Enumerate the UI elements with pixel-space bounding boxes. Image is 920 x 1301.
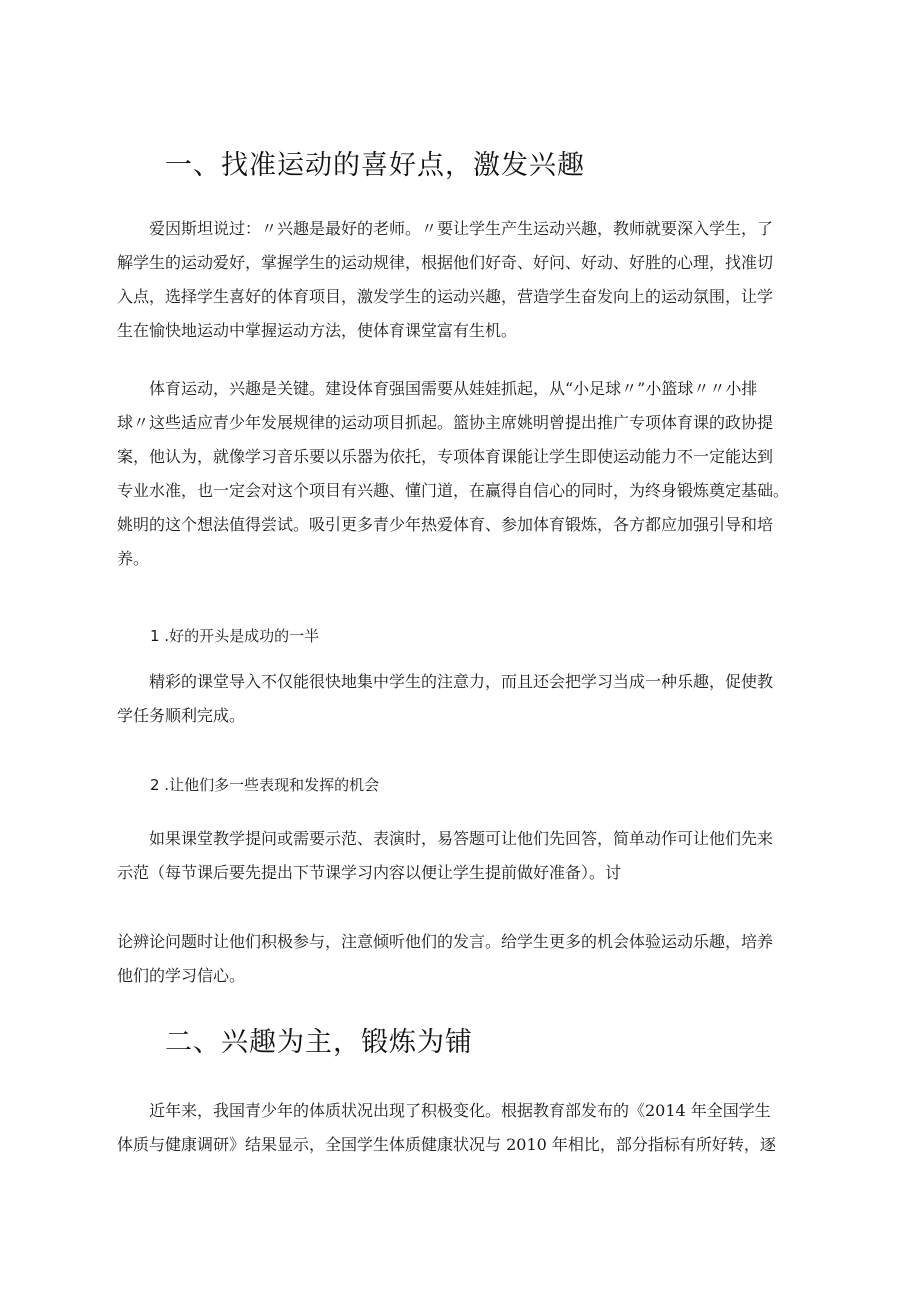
section-heading-2: 二、兴趣为主，锻炼为铺 [165,1027,473,1058]
text-line: 精彩的课堂导入不仅能很快地集中学生的注意力，而且还会把学习当成一种乐趣，促使教 [149,672,774,691]
text-line: 爱因斯坦说过：〃兴趣是最好的老师。〃要让学生产生运动兴趣，教师就要深入学生，了 [149,219,774,238]
text-line: 入点，选择学生喜好的体育项目，激发学生的运动兴趣，营造学生奋发向上的运动氛围，让学 [117,287,774,306]
paragraph-5 [117,925,817,993]
subheading-1: 1 .好的开头是成功的一半 [150,627,320,645]
text-line: 论辨论问题时让他们积极参与，注意倾听他们的发言。给学生更多的机会体验运动乐趣，培养 [117,932,774,951]
text-line: 他们的学习信心。 [117,966,246,985]
paragraph-2 [117,372,817,576]
text-line: 如果课堂教学提问或需要示范、表演时，易答题可让他们先回答，简单动作可让他们先来 [149,829,774,848]
paragraph-6 [117,1094,817,1162]
paragraph-4 [117,822,817,890]
text-line: 养。 [117,549,150,568]
text-line: 姚明的这个想法值得尝试。吸引更多青少年热爱体育、参加体育锻炼，各方都应加强引导和培 [117,515,774,534]
text-line: 体质与健康调研》结果显示，全国学生体质健康状况与 2010 年相比，部分指标有所好转，逐 [117,1135,776,1154]
paragraph-1 [117,212,817,348]
text-line: 示范（每节课后要先提出下节课学习内容以便让学生提前做好准备）。讨 [117,863,622,882]
text-line: 案，他认为，就像学习音乐要以乐器为依托，专项体育课能让学生即使运动能力不一定能达到 [117,447,774,466]
text-line: 近年来，我国青少年的体质状况出现了积极变化。根据教育部发布的《2014 年全国学生 [149,1101,771,1120]
text-line: 学任务顺利完成。 [117,706,246,725]
text-line: 体育运动，兴趣是关键。建设体育强国需要从娃娃抓起，从“小足球〃”小篮球〃〃小排 [149,379,758,398]
paragraph-3 [117,665,817,733]
section-heading-1: 一、找准运动的喜好点，激发兴趣 [165,150,585,181]
text-line: 球〃这些适应青少年发展规律的运动项目抓起。篮协主席姚明曾提出推广专项体育课的政协提 [117,413,774,432]
text-line: 生在愉快地运动中掌握运动方法，使体育课堂富有生机。 [117,321,518,340]
subheading-2: 2 .让他们多一些表现和发挥的机会 [150,776,380,794]
text-line: 解学生的运动爱好，掌握学生的运动规律，根据他们好奇、好问、好动、好胜的心理，找准切 [117,253,774,272]
text-line: 专业水准，也一定会对这个项目有兴趣、懂门道，在赢得自信心的同时，为终身锻炼奠定基础。 [117,481,790,500]
